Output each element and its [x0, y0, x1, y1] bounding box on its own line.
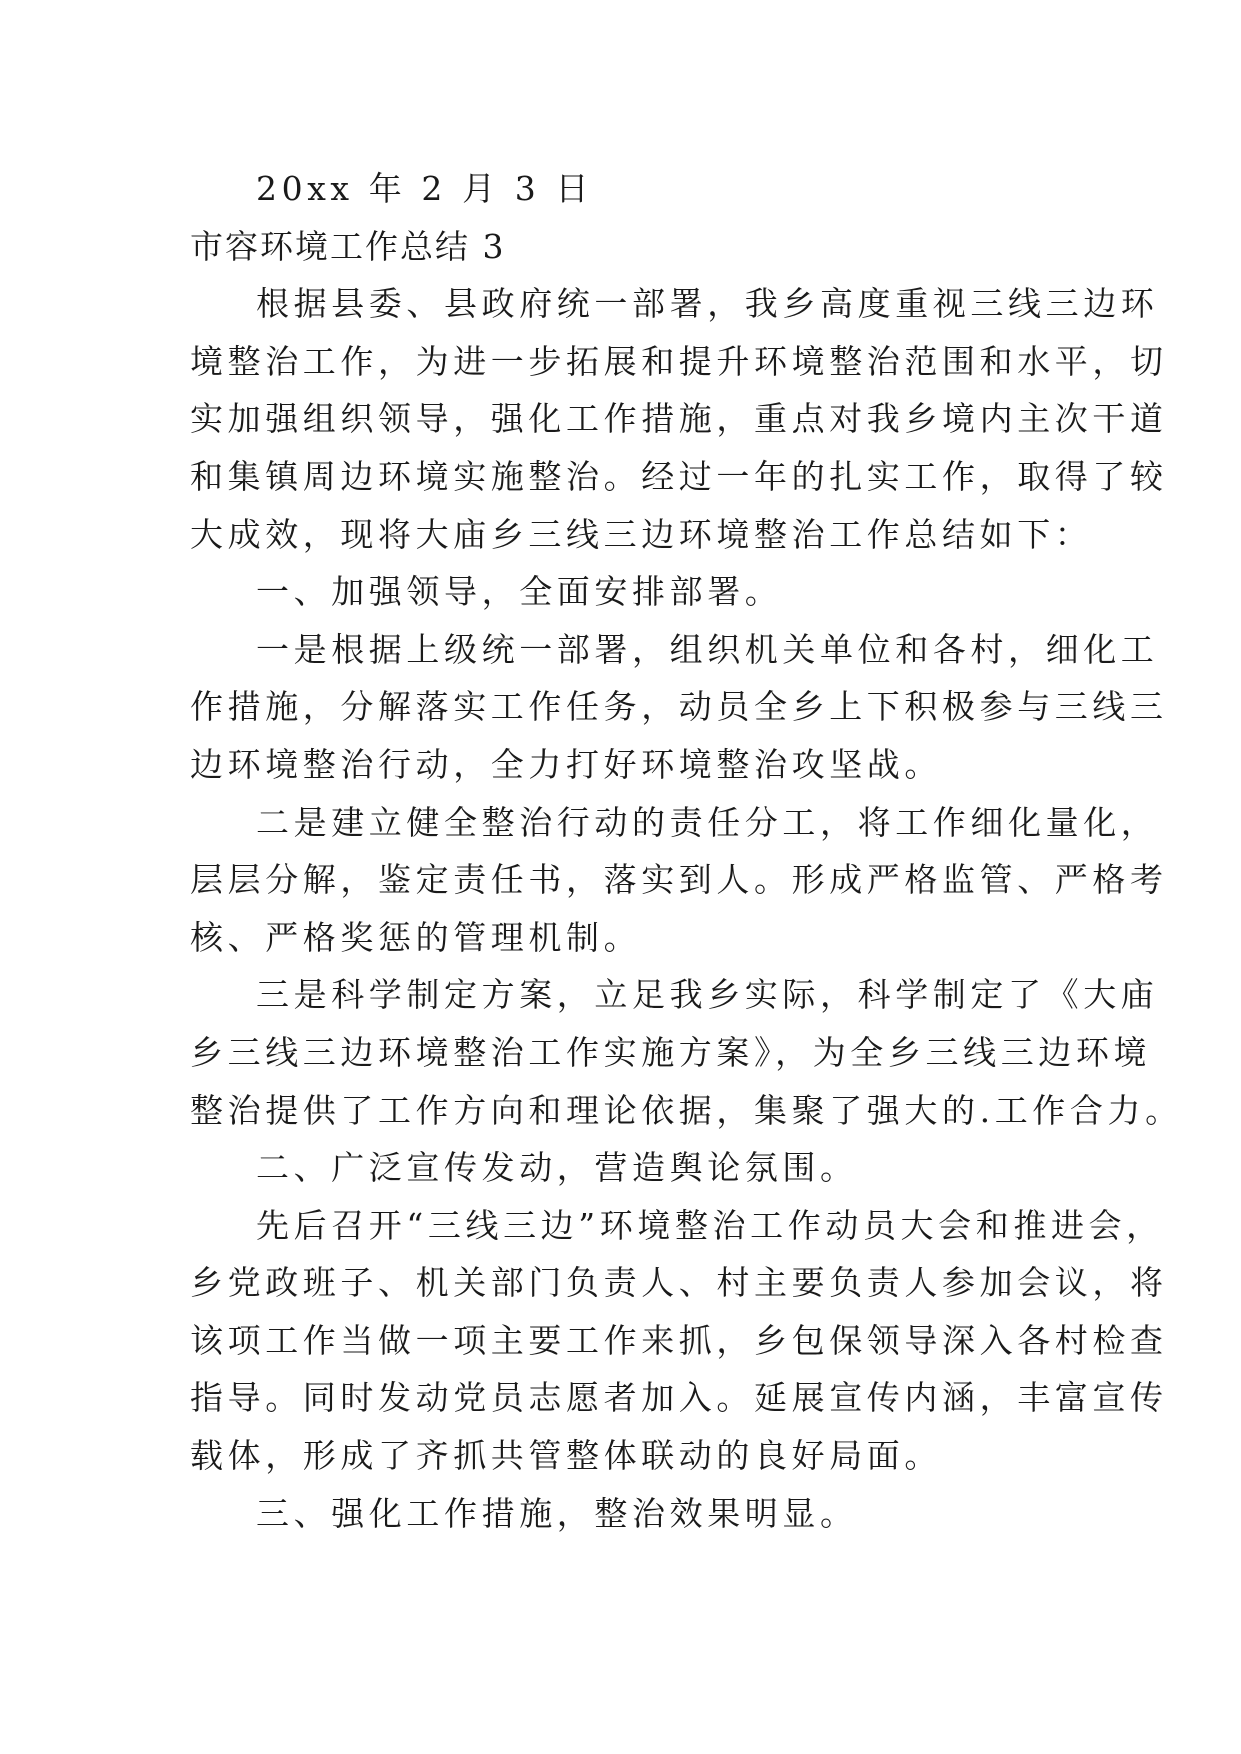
- paragraph-line: 大成效，现将大庙乡三线三边环境整治工作总结如下：: [190, 514, 1093, 554]
- paragraph-line: 该项工作当做一项主要工作来抓，乡包保领导深入各村检查: [190, 1320, 1168, 1360]
- paragraph-line: 先后召开“三线三边”环境整治工作动员大会和推进会，: [256, 1205, 1164, 1245]
- paragraph-line: 一是根据上级统一部署，组织机关单位和各村，细化工: [256, 629, 1159, 669]
- section-heading: 三、强化工作措施，整治效果明显。: [256, 1493, 858, 1533]
- paragraph-line: 根据县委、县政府统一部署，我乡高度重视三线三边环: [256, 284, 1159, 324]
- document-date: 20xx 年 2 月 3 日: [256, 169, 594, 208]
- section-heading: 二、广泛宣传发动，营造舆论氛围。: [256, 1148, 858, 1188]
- paragraph-line: 边环境整治行动，全力打好环境整治攻坚战。: [190, 744, 942, 784]
- paragraph-line: 指导。同时发动党员志愿者加入。延展宣传内涵，丰富宣传: [190, 1378, 1168, 1418]
- paragraph-line: 核、严格奖惩的管理机制。: [190, 917, 642, 957]
- paragraph-line: 三是科学制定方案，立足我乡实际，科学制定了《大庙: [256, 975, 1159, 1015]
- paragraph-line: 整治提供了工作方向和理论依据，集聚了强大的.工作合力。: [190, 1090, 1183, 1130]
- document-title: 市容环境工作总结 3: [190, 226, 506, 266]
- paragraph-line: 二是建立健全整治行动的责任分工，将工作细化量化，: [256, 802, 1159, 842]
- section-heading: 一、加强领导，全面安排部署。: [256, 572, 783, 612]
- paragraph-line: 层层分解，鉴定责任书，落实到人。形成严格监管、严格考: [190, 860, 1168, 900]
- paragraph-line: 实加强组织领导，强化工作措施，重点对我乡境内主次干道: [190, 399, 1168, 439]
- document-body: [190, 160, 1183, 1542]
- paragraph-line: 乡党政班子、机关部门负责人、村主要负责人参加会议，将: [190, 1263, 1168, 1303]
- paragraph-line: 乡三线三边环境整治工作实施方案》，为全乡三线三边环境: [190, 1032, 1152, 1072]
- paragraph-line: 和集镇周边环境实施整治。经过一年的扎实工作，取得了较: [190, 456, 1168, 496]
- paragraph-line: 境整治工作，为进一步拓展和提升环境整治范围和水平，切: [190, 341, 1168, 381]
- paragraph-line: 载体，形成了齐抓共管整体联动的良好局面。: [190, 1436, 942, 1476]
- paragraph-line: 作措施，分解落实工作任务，动员全乡上下积极参与三线三: [190, 687, 1168, 727]
